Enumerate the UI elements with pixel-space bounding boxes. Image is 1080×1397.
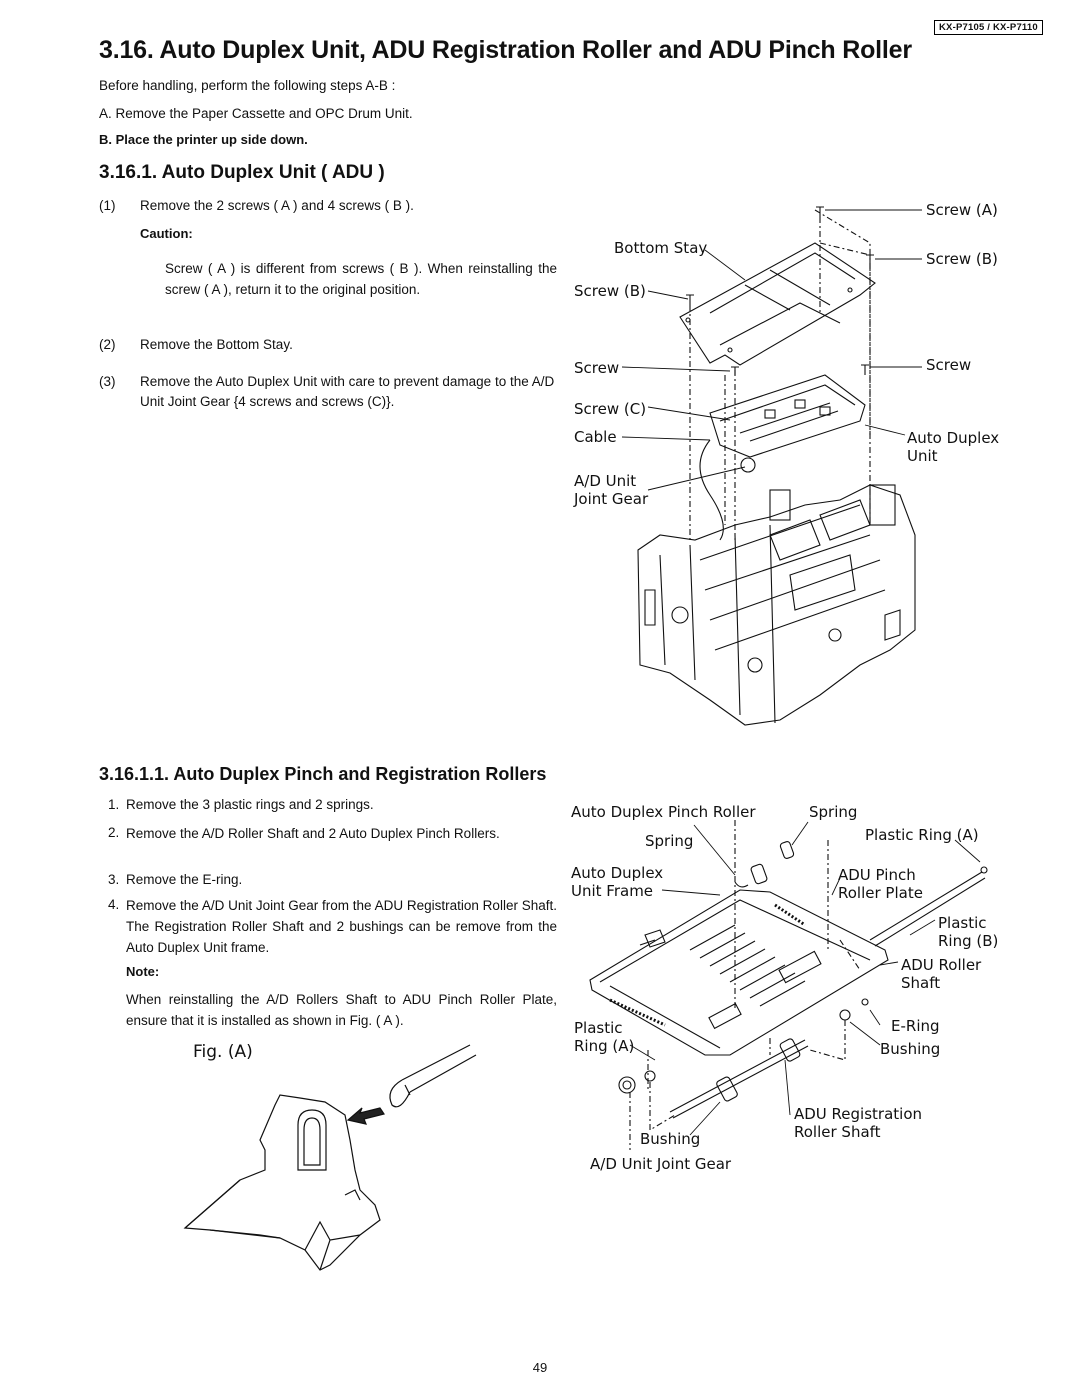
step-text: Remove the A/D Roller Shaft and 2 Auto Duplex Pinch Rollers.	[126, 826, 500, 841]
label-spring-mid: Spring	[645, 832, 694, 850]
step-text: Remove the Bottom Stay.	[140, 337, 293, 352]
caution-text: Screw ( A ) is different from screws ( B ). When reinstalling the screw ( A ), return it to the original position.	[165, 261, 557, 297]
label-bottom-stay: Bottom Stay	[614, 239, 708, 257]
label-adu-pinch: ADU Pinch	[838, 866, 916, 884]
label-screw-b-right: Screw (B)	[926, 250, 998, 268]
label-auto-duplex: Auto Duplex	[907, 429, 1000, 447]
label-plastic: Plastic	[938, 914, 987, 932]
label-roller-shaft: Roller Shaft	[794, 1123, 881, 1141]
label-bushing-bottom: Bushing	[640, 1130, 701, 1148]
step-text: Remove the E-ring.	[126, 872, 243, 887]
label-ring-a: Ring (A)	[574, 1037, 635, 1055]
label-ring-b: Ring (B)	[938, 932, 999, 950]
page-number: 49	[532, 1360, 548, 1375]
step-text: Remove the 3 plastic rings and 2 springs.	[126, 797, 374, 812]
label-joint-gear: A/D Unit Joint Gear	[590, 1155, 732, 1173]
fig-a-diagram	[180, 1040, 480, 1280]
label-auto-duplex: Auto Duplex	[571, 864, 664, 882]
label-e-ring: E-Ring	[891, 1017, 940, 1035]
label-shaft: Shaft	[901, 974, 941, 992]
step-number: 3.	[108, 872, 120, 887]
step-text: Remove the Auto Duplex Unit with care to prevent damage to the A/D Unit Joint Gear {4 screws and screws (C)}.	[140, 374, 555, 409]
label-adu-roller: ADU Roller	[901, 956, 982, 974]
label-pinch-roller: Auto Duplex Pinch Roller	[571, 803, 756, 821]
page-title: 3.16. Auto Duplex Unit, ADU Registration Roller and ADU Pinch Roller	[99, 36, 912, 64]
label-plastic-ring-a-top: Plastic Ring (A)	[865, 826, 979, 844]
label-screw-a: Screw (A)	[926, 201, 998, 219]
label-joint-gear: Joint Gear	[574, 490, 649, 508]
note-text: When reinstalling the A/D Rollers Shaft to ADU Pinch Roller Plate, ensure that it is installed as shown in Fig. ( A ).	[126, 992, 557, 1028]
step-number: 2.	[108, 825, 120, 840]
label-screw-c: Screw (C)	[574, 400, 647, 418]
step-number: (1)	[99, 198, 116, 213]
label-unit: Unit	[907, 447, 938, 465]
label-roller-plate: Roller Plate	[838, 884, 923, 902]
intro-step-a: A. Remove the Paper Cassette and OPC Drum Unit.	[99, 106, 413, 121]
section-heading-rollers: 3.16.1.1. Auto Duplex Pinch and Registration Rollers	[99, 764, 547, 784]
caution-label: Caution:	[140, 226, 193, 241]
label-plastic: Plastic	[574, 1019, 623, 1037]
step-number: 4.	[108, 897, 120, 912]
label-adu-registration: ADU Registration	[794, 1105, 923, 1123]
step-text: Remove the 2 screws ( A ) and 4 screws ( B ).	[140, 198, 414, 213]
label-ad-unit: A/D Unit	[574, 472, 637, 490]
label-cable: Cable	[574, 428, 617, 446]
intro-text: Before handling, perform the following steps A-B :	[99, 78, 396, 93]
adu-exploded-diagram	[570, 195, 1040, 740]
label-spring-top: Spring	[809, 803, 858, 821]
intro-step-b: B. Place the printer up side down.	[99, 132, 308, 147]
step-text: Remove the A/D Unit Joint Gear from the ADU Registration Roller Shaft. The Registration Roller Shaft and 2 bushings can be remove from the Auto Duplex Unit frame.	[126, 898, 557, 955]
model-number-box: KX-P7105 / KX-P7110	[934, 20, 1043, 35]
step-number: 1.	[108, 797, 120, 812]
label-screw-left: Screw	[574, 359, 620, 377]
section-heading-adu: 3.16.1. Auto Duplex Unit ( ADU )	[99, 162, 385, 183]
label-bushing-right: Bushing	[880, 1040, 941, 1058]
label-screw-right: Screw	[926, 356, 972, 374]
note-label: Note:	[126, 964, 160, 979]
step-number: (2)	[99, 337, 116, 352]
fig-a-label: Fig. (A)	[193, 1042, 253, 1062]
label-screw-b-left: Screw (B)	[574, 282, 646, 300]
label-unit-frame: Unit Frame	[571, 882, 654, 900]
step-number: (3)	[99, 374, 116, 389]
